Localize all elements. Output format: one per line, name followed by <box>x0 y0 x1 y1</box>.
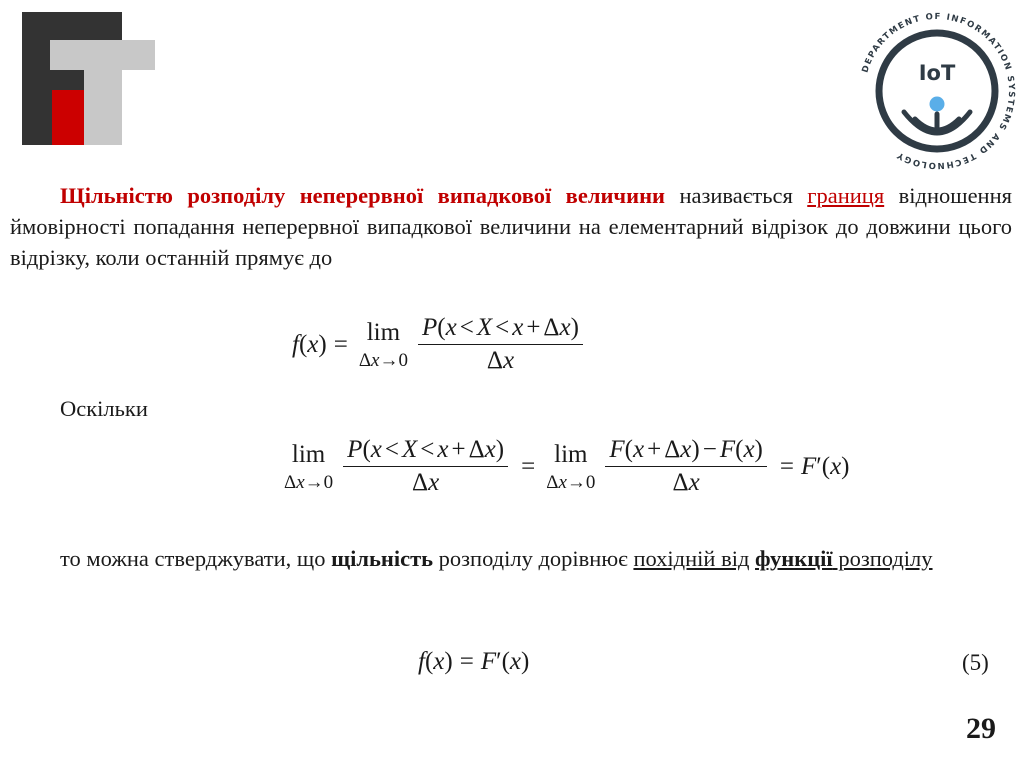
distribution-link[interactable]: розподілу <box>832 546 933 571</box>
since-paragraph: Оскільки <box>60 396 148 421</box>
page-number: 29 <box>966 712 996 745</box>
ft-logo-icon <box>22 12 157 147</box>
svg-text:IoT: IoT <box>918 61 956 85</box>
density-word: щільність <box>331 546 434 571</box>
iot-logo-icon <box>852 6 1022 176</box>
density-derivative-formula: f ( x ) = F ′( x ) <box>418 648 530 675</box>
derivative-link[interactable]: похідній від <box>633 546 750 571</box>
density-limit-formula: f ( x ) = lim Δx→0 $\frac{P(x < X < x + \Delta x)}{\Delta x}$ <box>292 314 589 375</box>
conclusion-paragraph <box>10 543 1012 574</box>
definition-text-1: називається <box>665 183 808 208</box>
derivative-limit-formula: lim Δx→0 $\frac{P(x < X < x + \Delta x)}{\Delta x}$ = lim Δx→0 $\frac{F(x + \Delta x) - F(x)}{\Delta x}$ = F ′( x ) <box>284 436 850 496</box>
definition-term: Щільністю розподілу неперервної випадкової величини <box>60 183 665 208</box>
equation-number: (5) <box>962 650 989 675</box>
definition-text-2: відношення ймовірності попадання неперервної випадкової величини на елементарний відрізок до довжини цього відрізку, коли останній прямує до <box>10 183 1012 270</box>
conclusion-text-2: розподілу дорівнює <box>433 546 634 571</box>
limit-link[interactable]: границя <box>807 183 885 208</box>
svg-text:DEPARTMENT OF INFORMATION SYST: DEPARTMENT OF INFORMATION SYSTEMS AND TECHNOLOGY <box>860 11 1017 171</box>
definition-paragraph <box>10 180 1012 273</box>
conclusion-text-1: то можна стверджувати, що <box>60 546 332 571</box>
function-link[interactable]: функції <box>755 546 833 571</box>
